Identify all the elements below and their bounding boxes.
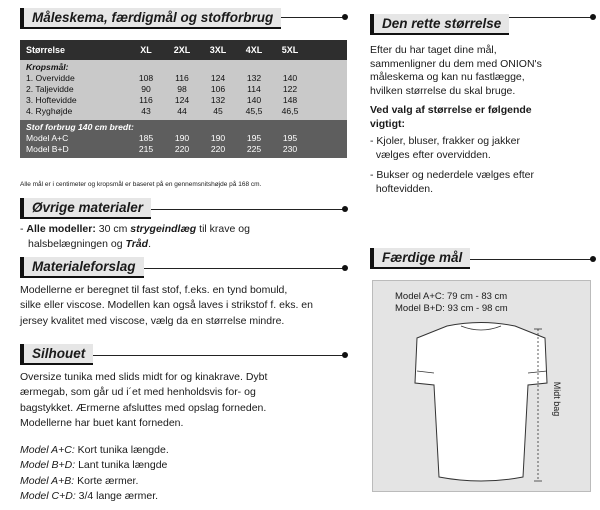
list-item: - Bukser og nederdele vælges efter [370,169,535,181]
table-footnote: Alle mål er i centimeter og kropsmål er baseret på en gennemsnitshøjde på 168 cm. [20,181,262,188]
size-col-header: 2XL [173,45,191,55]
text-line: Modellerne er beregnet til fast stof, f.eks. en tynd bomuld, [20,284,288,296]
table-row [20,95,347,106]
model-desc: 3/4 lange ærmer. [75,489,159,502]
text-line: jersey kvalitet med viscose, vælg da en størrelse mindre. [20,314,285,327]
cell: 98 [177,84,187,94]
cell: 46,5 [281,106,299,116]
right-size-heading: Den rette størrelse [370,14,509,35]
text-part: 30 cm [95,223,131,235]
text-line: ærmegab, som går ud i´et med henholdsvis for- og [20,386,256,399]
text-line: sammenligner du dem med ONION's [370,57,542,70]
row-label: 3. Hoftevidde [26,95,77,105]
text-line: vigtigt: [370,117,405,130]
text-part: . [148,238,151,251]
other-materials-heading: Øvrige materialer [20,198,151,219]
size-header-label: Størrelse [26,45,66,55]
material-suggestion-heading: Materialeforslag [20,257,144,278]
dot-material-suggestion [342,265,348,271]
cell: 124 [210,73,226,83]
top-right-rule-dot [590,14,596,20]
text-line: Oversize tunika med slids midt for og kinakrave. Dybt [20,371,268,383]
text-part: halsbelægningen og [28,238,126,251]
right-size-text [370,44,592,196]
size-table-header-row [20,40,347,60]
size-col-header: 3XL [209,45,227,55]
finished-measures-figure [372,280,591,492]
cell: 122 [282,84,298,94]
silhouette-text [20,370,267,431]
list-item: vælges efter overvidden. [370,148,491,161]
cell: 106 [210,84,226,94]
model-list [20,443,169,504]
table-row [20,73,347,84]
text-line: måleskema og kan nu fastlægge, [370,71,525,83]
list-item [20,489,169,504]
cell: 185 [138,133,154,143]
cell: 108 [138,73,154,83]
silhouette-heading: Silhouet [20,344,93,365]
text-part: til krave og [196,223,250,235]
list-item: - Kjoler, bluser, frakker og jakker [370,135,520,147]
cell: 215 [138,144,154,154]
cell: 220 [174,144,190,154]
cell: 225 [246,144,262,154]
fabric-title: Stof forbrug 140 cm bredt: [26,122,134,132]
mid-back-label: Midt bag [552,381,562,417]
cell: 45,5 [245,106,263,116]
text-line: Modellerne har buet kant forneden. [20,416,184,429]
size-col-header: XL [140,45,152,55]
size-col-header: 5XL [281,45,299,55]
model-desc: Kort tunika længde. [74,444,169,456]
list-item [20,458,169,473]
text-line: silke eller viscose. Modellen kan også laves i strikstof f. eks. en [20,299,313,312]
cell: 132 [210,95,226,105]
bullet: - [20,223,24,235]
table-row [20,144,347,155]
list-item [20,443,169,458]
cell: 45 [213,106,223,116]
finished-line-1: Model A+C: 79 cm - 83 cm [395,291,508,302]
row-label: 1. Overvidde [26,73,75,83]
list-item [20,474,169,489]
finished-measures-heading: Færdige mål [370,248,470,269]
cell: 190 [174,133,190,143]
cell: 132 [246,73,262,83]
text-line: Ved valg af størrelse er følgende [370,104,532,116]
top-left-rule-dot [342,14,348,20]
row-label: 4. Ryghøjde [26,106,73,116]
cell: 195 [282,133,298,143]
model-name: Model A+C: [20,444,75,456]
cell: 116 [139,95,153,105]
row-label: 2. Taljevidde [26,84,74,94]
dot-other-materials [342,206,348,212]
tunic-diagram [373,281,592,493]
cell: 90 [141,84,151,94]
size-col-header: 4XL [245,45,263,55]
cell: 195 [246,133,262,143]
material-suggestion-text [20,283,313,329]
cell: 114 [247,84,261,94]
dot-finished [590,256,596,262]
model-name: Model B+D: [20,459,76,472]
cell: 148 [282,95,298,105]
dot-silhouette [342,352,348,358]
row-label: Model B+D [26,144,69,154]
other-materials-text [20,222,250,253]
cell: 44 [177,106,187,116]
table-row [20,106,347,117]
cell: 116 [175,73,189,83]
text-line: hvilken størrelse du skal bruge. [370,84,516,97]
text-line: bagstykket. Ærmerne afsluttes med opslag forneden. [20,401,267,414]
other-materials-lead: Alle modeller: [26,223,96,235]
cell: 43 [141,106,151,116]
thread-term: Tråd [125,238,149,251]
cell: 140 [282,73,298,83]
model-desc: Korte ærmer. [74,474,139,487]
body-measure-title: Kropsmål: [26,62,69,72]
cell: 124 [174,95,190,105]
cell: 220 [210,144,226,154]
finished-line-2: Model B+D: 93 cm - 98 cm [395,303,508,314]
row-label: Model A+C [26,133,69,143]
interfacing-term: strygeindlæg [130,223,197,235]
model-name: Model A+B: [20,474,75,487]
text-line: Efter du har taget dine mål, [370,44,497,56]
size-table [20,40,347,158]
model-desc: Lant tunika længde [75,459,168,472]
cell: 140 [246,95,262,105]
table-row [20,84,347,95]
cell: 190 [210,133,226,143]
model-name: Model C+D: [20,489,76,502]
cell: 230 [282,144,298,154]
table-row [20,133,347,144]
size-chart-heading: Måleskema, færdigmål og stofforbrug [20,8,281,29]
list-item: hoftevidden. [370,182,434,195]
